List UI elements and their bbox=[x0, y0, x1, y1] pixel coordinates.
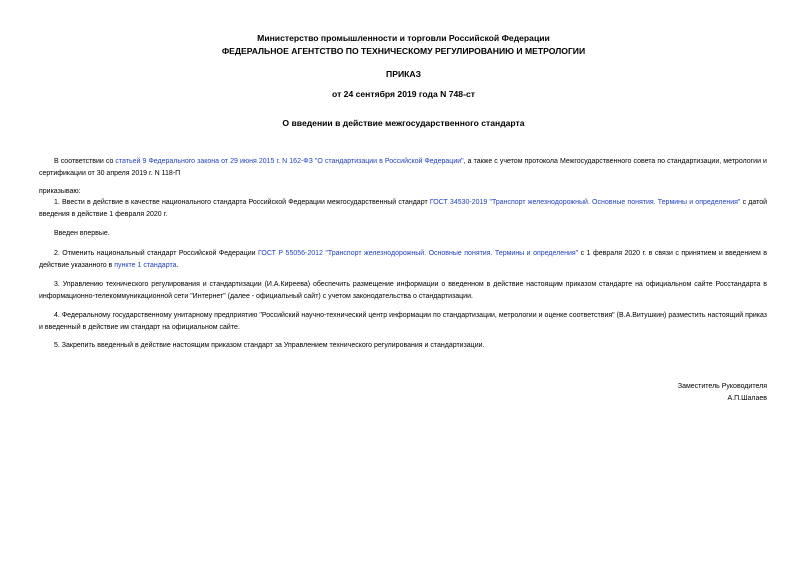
signatory-position: Заместитель Руководителя bbox=[677, 383, 767, 390]
federal-law-link[interactable]: статьей 9 Федерального закона от 29 июня 2015 г. N 162-ФЗ "О стандартизации в Российской Федерации" bbox=[115, 158, 464, 165]
preamble-text-start: В соответствии со bbox=[54, 158, 116, 165]
document-type: ПРИКАЗ bbox=[386, 69, 421, 79]
document-title: О введении в действие межгосударственного стандарта bbox=[282, 118, 525, 128]
paragraph-item-4: 4. Федеральному государственному унитарному предприятию "Российский научно-технический центр информации по стандартизации, метрологии и оценке соответствия" (В.А.Витушкин) разместить настоящий приказ и введенный в действие им стандарт на официальном сайте. bbox=[39, 312, 767, 331]
gost-r-55056-link[interactable]: ГОСТ Р 55056-2012 "Транспорт железнодорожный. Основные понятия. Термины и определения" bbox=[258, 250, 579, 257]
document-date-number: от 24 сентября 2019 года N 748-ст bbox=[332, 89, 475, 99]
item-2-text-end: . bbox=[176, 261, 179, 269]
paragraph-item-5: 5. Закрепить введенный в действие настоящим приказом стандарт за Управлением технического регулирования и стандартизации. bbox=[54, 342, 485, 349]
ministry-heading: Министерство промышленности и торговли Российской Федерации bbox=[257, 33, 550, 43]
paragraph-item-2 bbox=[39, 248, 767, 271]
paragraph-item-3: 3. Управлению технического регулирования и стандартизации (И.А.Киреева) обеспечить размещение информации о введенном в действие настоящим приказом стандарте на официальном сайте Росстандарта в информационно-телекоммуникационной сети "Интернет" (далее - официальный сайт) с учетом законодательства о стандартизации. bbox=[39, 281, 767, 300]
paragraph-item-1 bbox=[39, 197, 767, 220]
paragraph-order-word: приказываю: bbox=[39, 188, 81, 195]
agency-heading: ФЕДЕРАЛЬНОЕ АГЕНТСТВО ПО ТЕХНИЧЕСКОМУ РЕГУЛИРОВАНИЮ И МЕТРОЛОГИИ bbox=[221, 46, 586, 56]
item-1-text-end: с датой введения в действие 1 февраля 2020 г. bbox=[39, 199, 767, 218]
item-1-text-start: 1. Ввести в действие в качестве национального стандарта Российской Федерации межгосударственный стандарт bbox=[54, 199, 430, 206]
item-2-text-middle: с 1 февраля 2020 г. в связи с принятием и введением в действие указанного в bbox=[39, 250, 767, 269]
item-1-reference-link[interactable]: пункте 1 стандарта bbox=[114, 261, 177, 269]
signatory-name: А.П.Шалаев bbox=[727, 395, 767, 402]
paragraph-preamble bbox=[39, 156, 767, 179]
gost-34530-link[interactable]: ГОСТ 34530-2019 "Транспорт железнодорожный. Основные понятия. Термины и определения" bbox=[429, 199, 741, 206]
paragraph-introduced-first: Введен впервые. bbox=[54, 230, 110, 237]
preamble-text-end: , а также с учетом протокола Межгосударственного совета по стандартизации, метрологии и сертификации от 30 апреля 2019 г. N 118-П bbox=[39, 158, 767, 177]
item-2-text-start: 2. Отменить национальный стандарт Российской Федерации bbox=[54, 250, 258, 257]
